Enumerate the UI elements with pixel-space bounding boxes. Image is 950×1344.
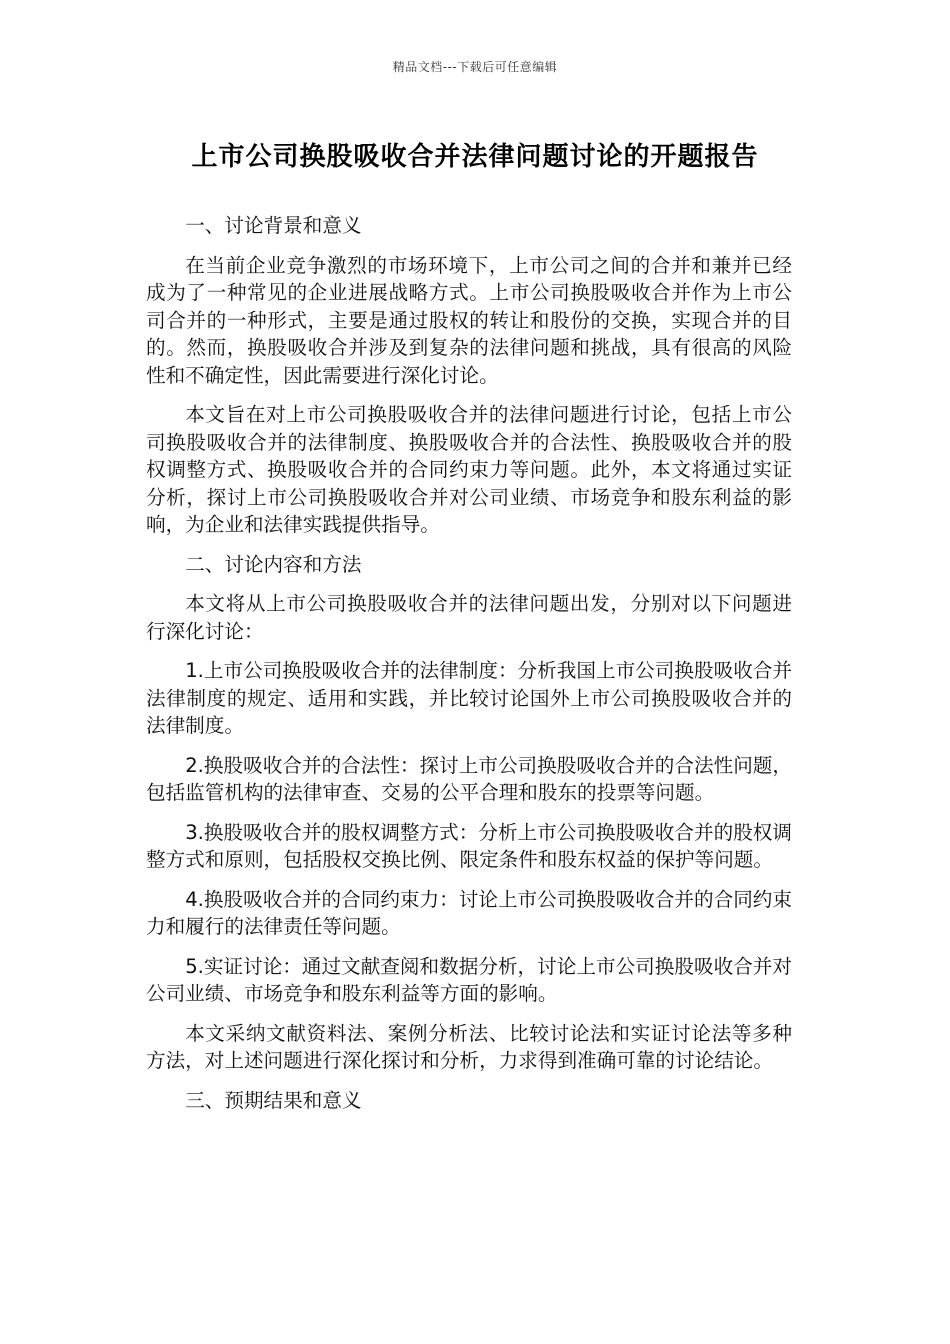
list-item: 2.换股吸收合并的合法性：探讨上市公司换股吸收合并的合法性问题，包括监管机构的法律审查、交易的公平合理和股东的投票等问题。	[146, 753, 792, 804]
section-heading-1: 一、讨论背景和意义	[185, 214, 362, 237]
paragraph: 在当前企业竞争激烈的市场环境下，上市公司之间的合并和兼并已经成为了一种常见的企业进展战略方式。上市公司换股吸收合并作为上市公司合并的一种形式，主要是通过股权的转让和股份的交换，实现合并的目的。然而，换股吸收合并涉及到复杂的法律问题和挑战，具有很高的风险性和不确定性，因此需要进行深化讨论。	[146, 253, 792, 387]
paragraph: 本文旨在对上市公司换股吸收合并的法律问题进行讨论，包括上市公司换股吸收合并的法律制度、换股吸收合并的合法性、换股吸收合并的股权调整方式、换股吸收合并的合同约束力等问题。此外，本文将通过实证分析，探讨上市公司换股吸收合并对公司业绩、市场竞争和股东利益的影响，为企业和法律实践提供指导。	[146, 403, 792, 536]
paragraph: 本文将从上市公司换股吸收合并的法律问题出发，分别对以下问题进行深化讨论：	[146, 592, 792, 643]
document-title: 上市公司换股吸收合并法律问题讨论的开题报告	[191, 142, 759, 172]
document-body	[146, 212, 792, 1126]
section-heading-2: 二、讨论内容和方法	[185, 552, 362, 576]
list-item: 4.换股吸收合并的合同约束力：讨论上市公司换股吸收合并的合同约束力和履行的法律责任等问题。	[146, 887, 792, 938]
paragraph: 本文采纳文献资料法、案例分析法、比较讨论法和实证讨论法等多种方法，对上述问题进行深化探讨和分析，力求得到准确可靠的讨论结论。	[146, 1021, 792, 1072]
list-item: 5.实证讨论：通过文献查阅和数据分析，讨论上市公司换股吸收合并对公司业绩、市场竞争和股东利益等方面的影响。	[146, 954, 792, 1005]
list-item: 3.换股吸收合并的股权调整方式：分析上市公司换股吸收合并的股权调整方式和原则，包括股权交换比例、限定条件和股东权益的保护等问题。	[146, 820, 792, 871]
page-header: 精品文档---下载后可任意编辑	[392, 60, 558, 74]
list-item: 1.上市公司换股吸收合并的法律制度：分析我国上市公司换股吸收合并法律制度的规定、适用和实践，并比较讨论国外上市公司换股吸收合并的法律制度。	[146, 659, 792, 737]
section-heading-3: 三、预期结果和意义	[185, 1088, 362, 1112]
